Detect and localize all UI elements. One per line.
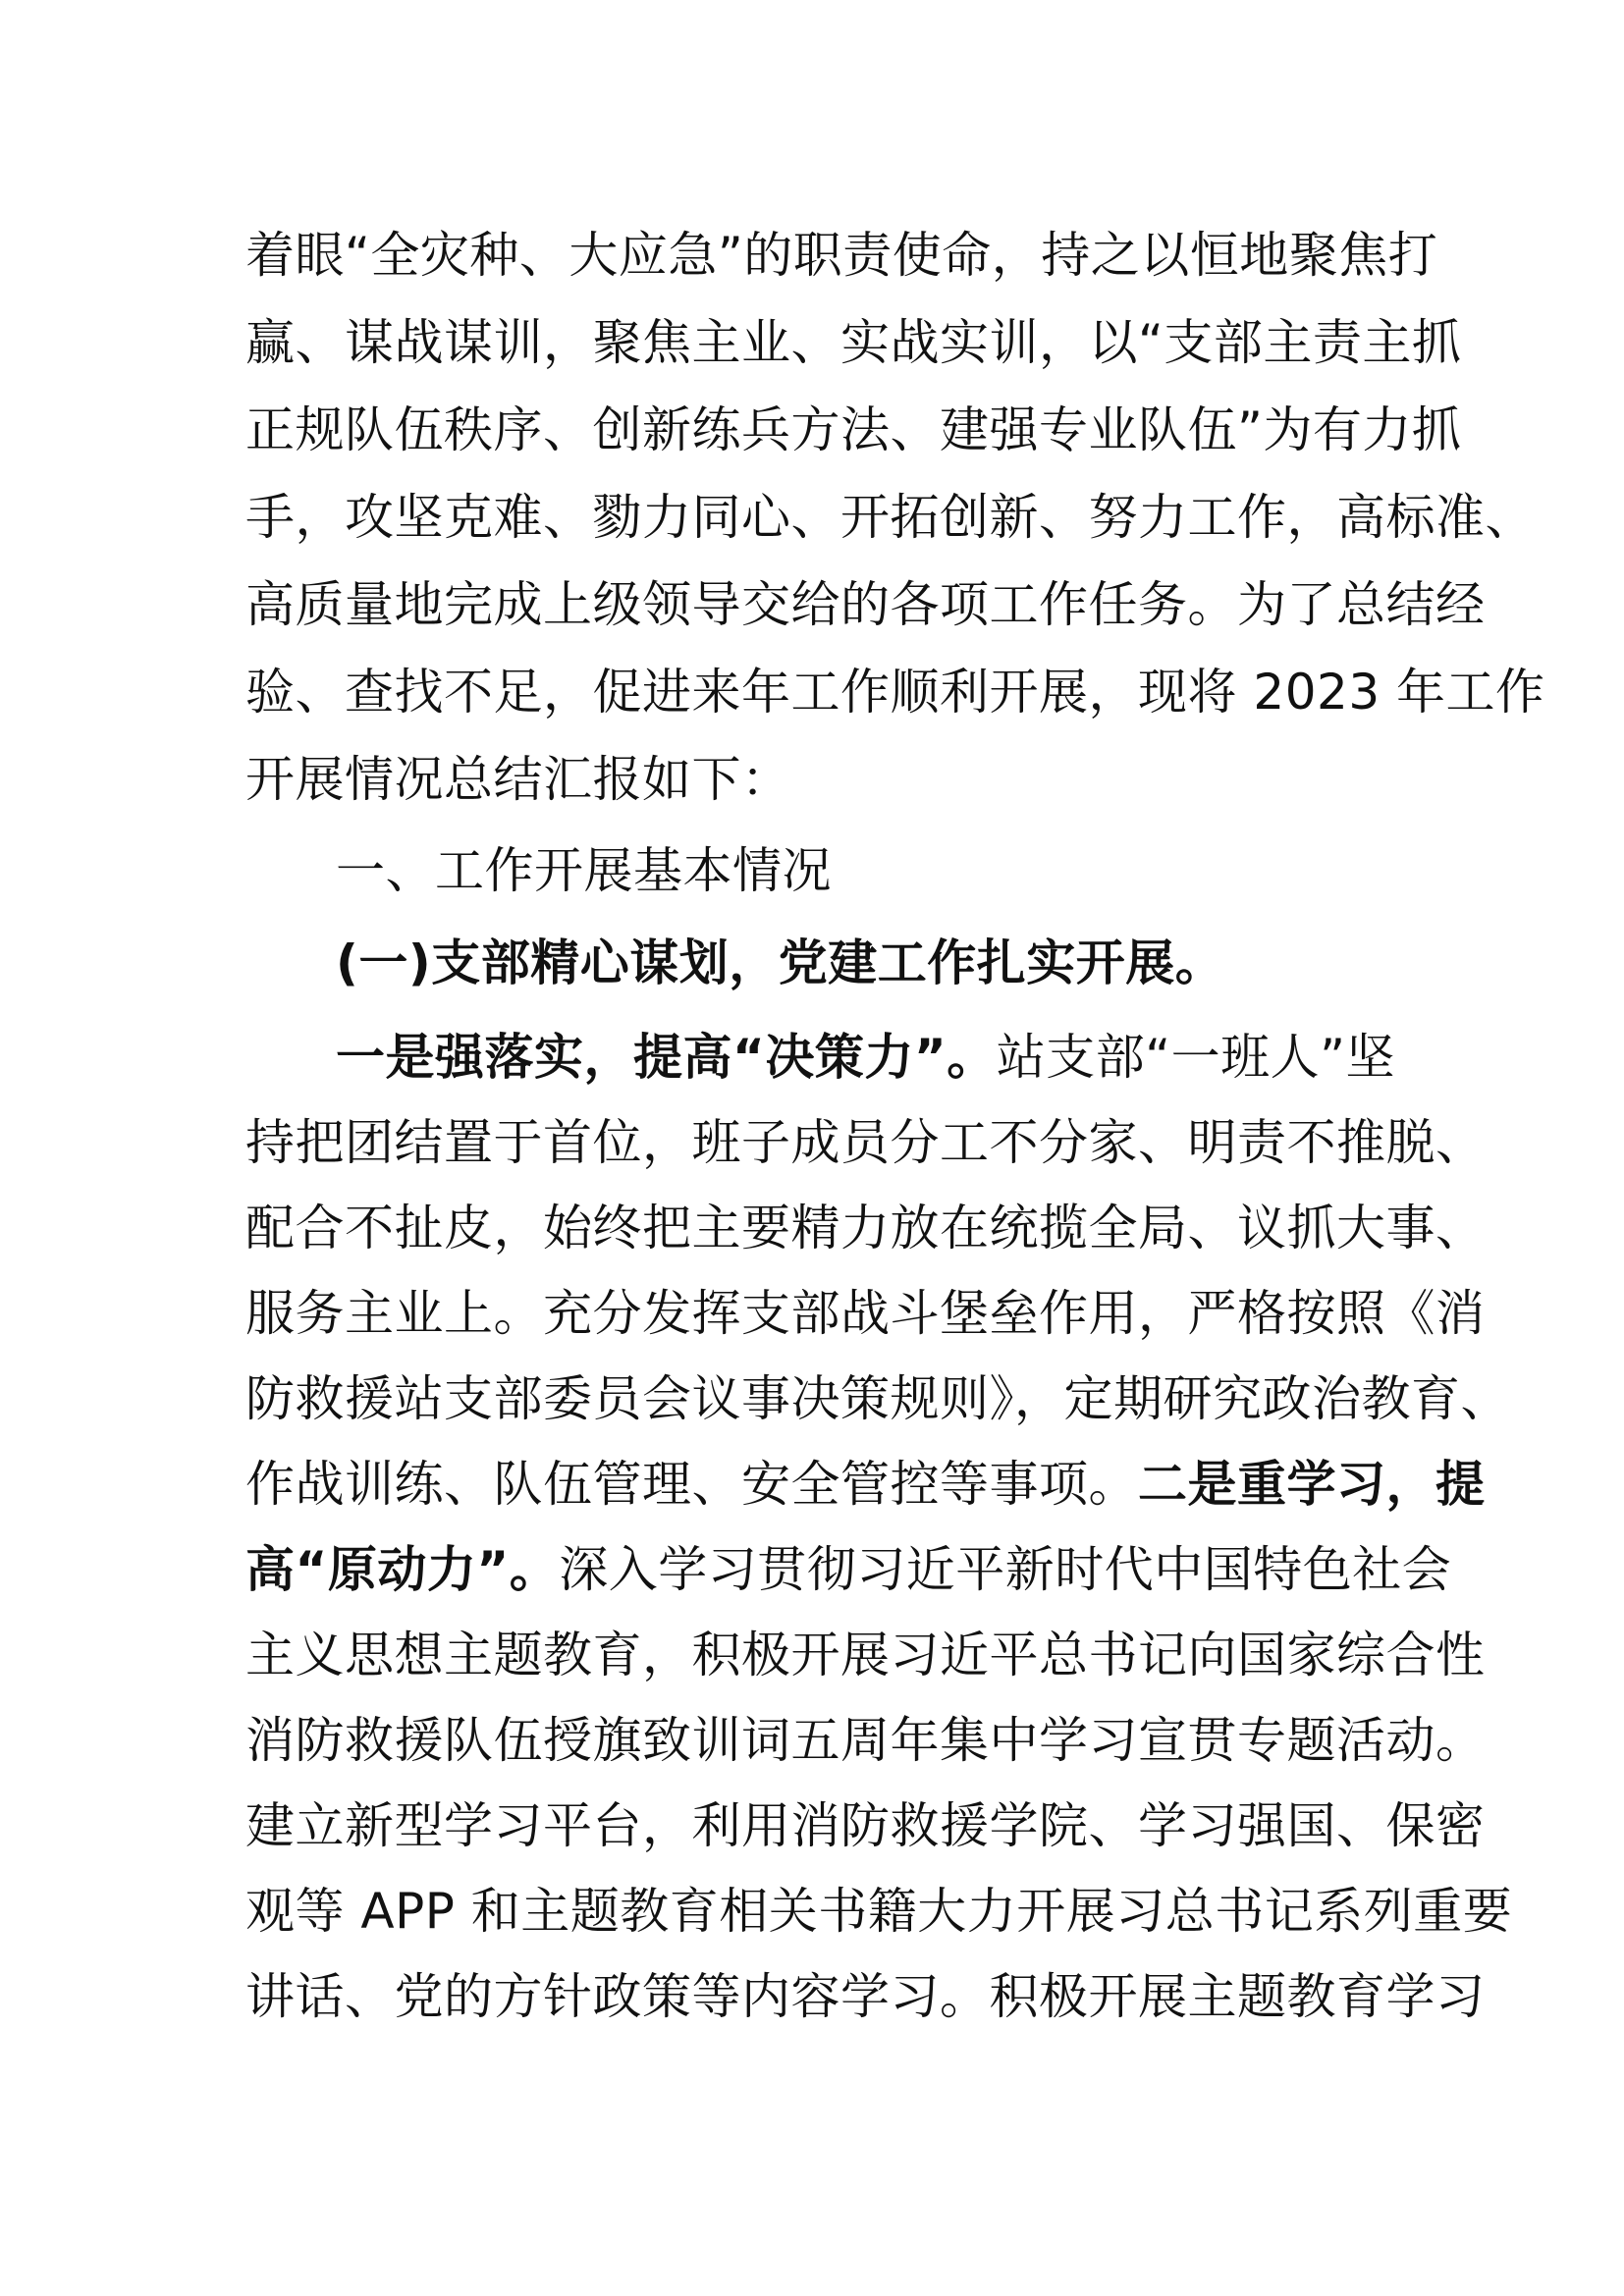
bold-lead-phrase: 二是重学习，提 [1138,1456,1486,1513]
bold-lead-phrase: 一是强落实，提高“决策力”。 [336,1029,997,1086]
paragraph-line: 讲话、党的方针政策等内容学习。积极开展主题教育学习 [245,1968,1486,2025]
paragraph-text: 站支部“一班人”坚 [996,1029,1396,1086]
paragraph-line: 防救援站支部委员会议事决策规则》，定期研究政治教育、 [245,1370,1510,1427]
paragraph-line: 高质量地完成上级领导交给的各项工作任务。为了总结经 [245,576,1486,633]
paragraph-line: 赢、谋战谋训，聚焦主业、实战实训，以“支部主责主抓 [245,314,1462,371]
paragraph-line: 验、查找不足，促进来年工作顺利开展，现将 2023 年工作 [245,664,1545,721]
paragraph-line: 着眼“全灾种、大应急”的职责使命，持之以恒地聚焦打 [245,227,1438,284]
paragraph-line [245,1535,1452,1604]
paragraph-line: 观等 APP 和主题教育相关书籍大力开展习总书记系列重要 [245,1883,1513,1940]
paragraph-line: 服务主业上。充分发挥支部战斗堡垒作用，严格按照《消 [245,1285,1486,1342]
paragraph-line: 建立新型学习平台，利用消防救援学院、学习强国、保密 [245,1797,1486,1854]
paragraph-line: 消防救援队伍授旗致训词五周年集中学习宣贯专题活动。 [245,1712,1486,1769]
paragraph-text: 作战训练、队伍管理、安全管控等事项。 [245,1456,1138,1513]
paragraph-line: 持把团结置于首位，班子成员分工不分家、明责不推脱、 [245,1114,1486,1171]
bold-lead-phrase: 高“原动力”。 [245,1541,560,1598]
paragraph-line: 主义思想主题教育，积极开展习近平总书记向国家综合性 [245,1627,1486,1683]
paragraph-line: 配合不扯皮，始终把主要精力放在统揽全局、议抓大事、 [245,1200,1486,1256]
paragraph-line [245,1450,1486,1519]
paragraph-line: 开展情况总结汇报如下： [245,751,791,808]
paragraph-line: 正规队伍秩序、创新练兵方法、建强专业队伍”为有力抓 [245,401,1462,458]
subsection-heading: (一)支部精心谋划，党建工作扎实开展。 [336,934,1225,991]
paragraph-first-line [336,1023,1494,1092]
paragraph-text: 深入学习贯彻习近平新时代中国特色社会 [559,1541,1452,1598]
paragraph-line: 手，攻坚克难、勠力同心、开拓创新、努力工作，高标准、 [245,489,1535,546]
section-heading: 一、工作开展基本情况 [336,842,832,899]
